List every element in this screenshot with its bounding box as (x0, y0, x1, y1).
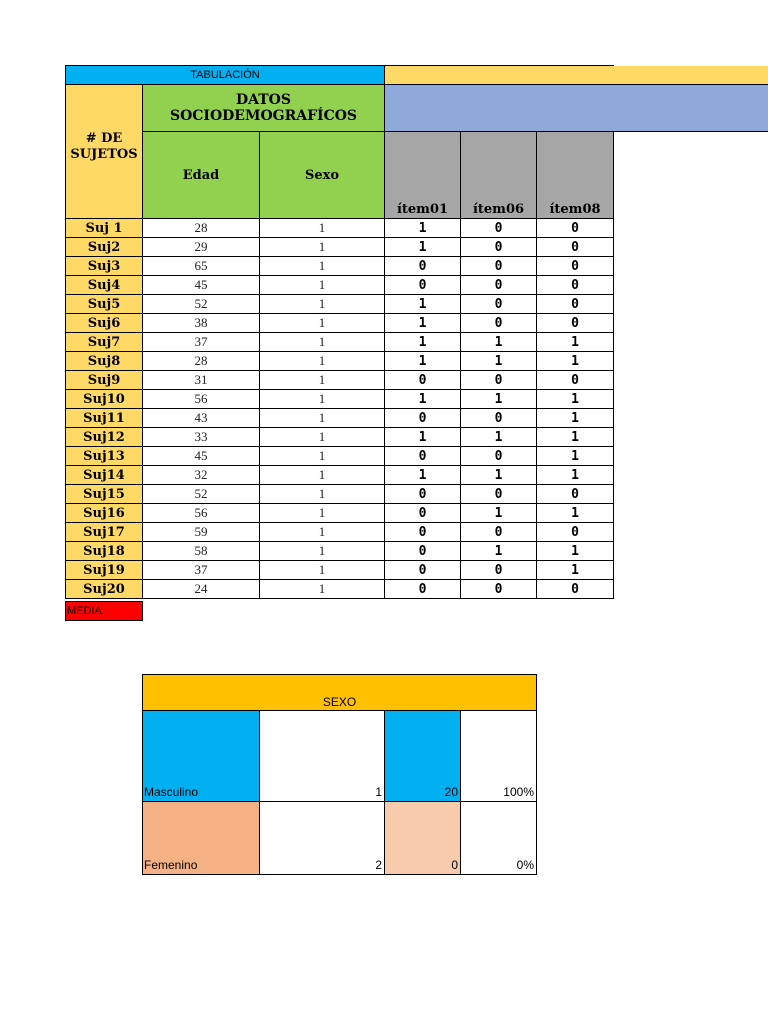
sujetos-label: # DE SUJETOS (70, 130, 138, 162)
masculino-percent: 100% (503, 785, 534, 799)
subject-cell: Suj14 (66, 466, 143, 485)
item08-cell: 1 (537, 333, 614, 352)
media-label: MEDIA (67, 605, 102, 617)
subject-cell: Suj20 (66, 580, 143, 599)
femenino-code: 2 (375, 858, 382, 872)
item08-cell: 1 (537, 428, 614, 447)
item01-cell: 1 (385, 390, 461, 409)
tabulacion-label: TABULACIÓN (190, 69, 260, 81)
item01-cell: 1 (385, 466, 461, 485)
item-header-08 (536, 131, 614, 219)
item06-cell: 0 (461, 371, 537, 390)
sex-cell: 1 (260, 580, 385, 599)
item06-cell: 0 (461, 219, 537, 238)
age-cell: 32 (143, 466, 260, 485)
item01-cell: 1 (385, 238, 461, 257)
item01-cell: 0 (385, 523, 461, 542)
sex-cell: 1 (260, 542, 385, 561)
item01-cell: 0 (385, 485, 461, 504)
subject-cell: Suj8 (66, 352, 143, 371)
age-cell: 28 (143, 352, 260, 371)
age-cell: 43 (143, 409, 260, 428)
item01-cell: 1 (385, 314, 461, 333)
masculino-count: 20 (444, 785, 458, 799)
age-cell: 24 (143, 580, 260, 599)
item08-cell: 0 (537, 580, 614, 599)
item08-label: ítem08 (549, 202, 601, 217)
masculino-count-cell (384, 710, 461, 802)
item01-cell: 1 (385, 333, 461, 352)
datos-label: DATOS SOCIODEMOGRAFÍCOS (169, 92, 358, 124)
item08-cell: 1 (537, 504, 614, 523)
item01-cell: 0 (385, 257, 461, 276)
media-cell (65, 601, 143, 621)
subject-cell: Suj5 (66, 295, 143, 314)
item01-cell: 1 (385, 352, 461, 371)
subject-cell: Suj 1 (66, 219, 143, 238)
item-header-01 (384, 131, 461, 219)
item01-cell: 0 (385, 561, 461, 580)
age-cell: 31 (143, 371, 260, 390)
femenino-percent: 0% (516, 858, 534, 872)
subject-cell: Suj6 (66, 314, 143, 333)
sex-cell: 1 (260, 314, 385, 333)
item01-cell: 0 (385, 276, 461, 295)
item06-cell: 0 (461, 314, 537, 333)
item06-cell: 1 (461, 428, 537, 447)
femenino-code-cell (259, 801, 385, 875)
masculino-label: Masculino (144, 785, 199, 799)
age-cell: 29 (143, 238, 260, 257)
table-row (66, 428, 614, 447)
sex-cell: 1 (260, 428, 385, 447)
item06-cell: 0 (461, 238, 537, 257)
sexo-label: Sexo (304, 167, 340, 183)
edad-label: Edad (182, 167, 220, 183)
item08-cell: 0 (537, 238, 614, 257)
sex-cell: 1 (260, 352, 385, 371)
subject-cell: Suj19 (66, 561, 143, 580)
item08-cell: 1 (537, 561, 614, 580)
subject-cell: Suj18 (66, 542, 143, 561)
sexo-summary-title-label: SEXO (322, 694, 357, 709)
sex-cell: 1 (260, 466, 385, 485)
table-row (66, 523, 614, 542)
item08-cell: 0 (537, 295, 614, 314)
item01-label: ítem01 (396, 202, 449, 217)
subject-cell: Suj3 (66, 257, 143, 276)
subject-cell: Suj16 (66, 504, 143, 523)
sexo-header (259, 131, 385, 219)
item08-cell: 0 (537, 523, 614, 542)
age-cell: 38 (143, 314, 260, 333)
datos-header (142, 84, 385, 132)
table-row (66, 447, 614, 466)
sex-cell: 1 (260, 390, 385, 409)
age-cell: 37 (143, 561, 260, 580)
subject-cell: Suj11 (66, 409, 143, 428)
table-row (66, 466, 614, 485)
table-row (66, 276, 614, 295)
masculino-code: 1 (375, 785, 382, 799)
sexo-summary-title (142, 674, 537, 711)
sex-cell: 1 (260, 276, 385, 295)
femenino-label: Femenino (144, 858, 198, 872)
subject-cell: Suj10 (66, 390, 143, 409)
femenino-count: 0 (451, 858, 458, 872)
table-row (66, 485, 614, 504)
age-cell: 52 (143, 295, 260, 314)
item08-cell: 0 (537, 314, 614, 333)
item08-cell: 0 (537, 485, 614, 504)
sex-cell: 1 (260, 485, 385, 504)
tabulacion-header (65, 65, 385, 85)
age-cell: 56 (143, 390, 260, 409)
age-cell: 28 (143, 219, 260, 238)
item01-cell: 1 (385, 428, 461, 447)
masculino-percent-cell (460, 710, 537, 802)
item06-label: ítem06 (472, 202, 525, 217)
item01-cell: 1 (385, 295, 461, 314)
table-row (66, 542, 614, 561)
item08-cell: 1 (537, 542, 614, 561)
femenino-count-cell (384, 801, 461, 875)
sex-cell: 1 (260, 523, 385, 542)
item01-cell: 0 (385, 409, 461, 428)
item01-cell: 0 (385, 371, 461, 390)
item06-cell: 0 (461, 257, 537, 276)
subject-cell: Suj15 (66, 485, 143, 504)
table-row (66, 295, 614, 314)
item08-cell: 0 (537, 219, 614, 238)
table-row (66, 561, 614, 580)
item01-cell: 0 (385, 580, 461, 599)
item08-cell: 0 (537, 257, 614, 276)
table-row (66, 333, 614, 352)
sex-cell: 1 (260, 295, 385, 314)
table-row (66, 314, 614, 333)
item08-cell: 1 (537, 466, 614, 485)
masculino-code-cell (259, 710, 385, 802)
sex-cell: 1 (260, 333, 385, 352)
masculino-label-cell (142, 710, 260, 802)
subject-cell: Suj9 (66, 371, 143, 390)
periwinkle-band (384, 84, 768, 132)
edad-header (142, 131, 260, 219)
age-cell: 59 (143, 523, 260, 542)
age-cell: 65 (143, 257, 260, 276)
item08-cell: 0 (537, 276, 614, 295)
femenino-percent-cell (460, 801, 537, 875)
table-row (66, 580, 614, 599)
item06-cell: 0 (461, 523, 537, 542)
item06-cell: 0 (461, 561, 537, 580)
item08-cell: 1 (537, 409, 614, 428)
table-row (66, 352, 614, 371)
sex-cell: 1 (260, 257, 385, 276)
table-row (66, 219, 614, 238)
sex-cell: 1 (260, 238, 385, 257)
table-row (66, 504, 614, 523)
age-cell: 45 (143, 447, 260, 466)
sex-cell: 1 (260, 504, 385, 523)
age-cell: 52 (143, 485, 260, 504)
item08-cell: 1 (537, 447, 614, 466)
subject-cell: Suj2 (66, 238, 143, 257)
item06-cell: 0 (461, 276, 537, 295)
item06-cell: 1 (461, 352, 537, 371)
item01-cell: 0 (385, 447, 461, 466)
item06-cell: 1 (461, 390, 537, 409)
item01-cell: 1 (385, 219, 461, 238)
item06-cell: 1 (461, 542, 537, 561)
item08-cell: 1 (537, 390, 614, 409)
sujetos-header (65, 84, 143, 219)
age-cell: 58 (143, 542, 260, 561)
sex-cell: 1 (260, 561, 385, 580)
item01-cell: 0 (385, 542, 461, 561)
item06-cell: 0 (461, 447, 537, 466)
age-cell: 33 (143, 428, 260, 447)
item06-cell: 1 (461, 333, 537, 352)
item-header-06 (460, 131, 537, 219)
subject-cell: Suj13 (66, 447, 143, 466)
sex-cell: 1 (260, 447, 385, 466)
sex-cell: 1 (260, 219, 385, 238)
table-row (66, 257, 614, 276)
subject-cell: Suj17 (66, 523, 143, 542)
item01-cell: 0 (385, 504, 461, 523)
subject-cell: Suj4 (66, 276, 143, 295)
table-row (66, 390, 614, 409)
age-cell: 37 (143, 333, 260, 352)
item06-cell: 0 (461, 409, 537, 428)
item08-cell: 0 (537, 371, 614, 390)
item06-cell: 1 (461, 466, 537, 485)
yellow-band-extension (613, 66, 768, 84)
subject-cell: Suj7 (66, 333, 143, 352)
item08-cell: 1 (537, 352, 614, 371)
age-cell: 56 (143, 504, 260, 523)
item06-cell: 1 (461, 504, 537, 523)
age-cell: 45 (143, 276, 260, 295)
yellow-band-cell (384, 65, 614, 85)
item06-cell: 0 (461, 485, 537, 504)
item06-cell: 0 (461, 580, 537, 599)
subject-cell: Suj12 (66, 428, 143, 447)
table-row (66, 371, 614, 390)
sex-cell: 1 (260, 371, 385, 390)
table-row (66, 238, 614, 257)
sex-cell: 1 (260, 409, 385, 428)
data-table (65, 218, 614, 599)
femenino-label-cell (142, 801, 260, 875)
item06-cell: 0 (461, 295, 537, 314)
table-row (66, 409, 614, 428)
